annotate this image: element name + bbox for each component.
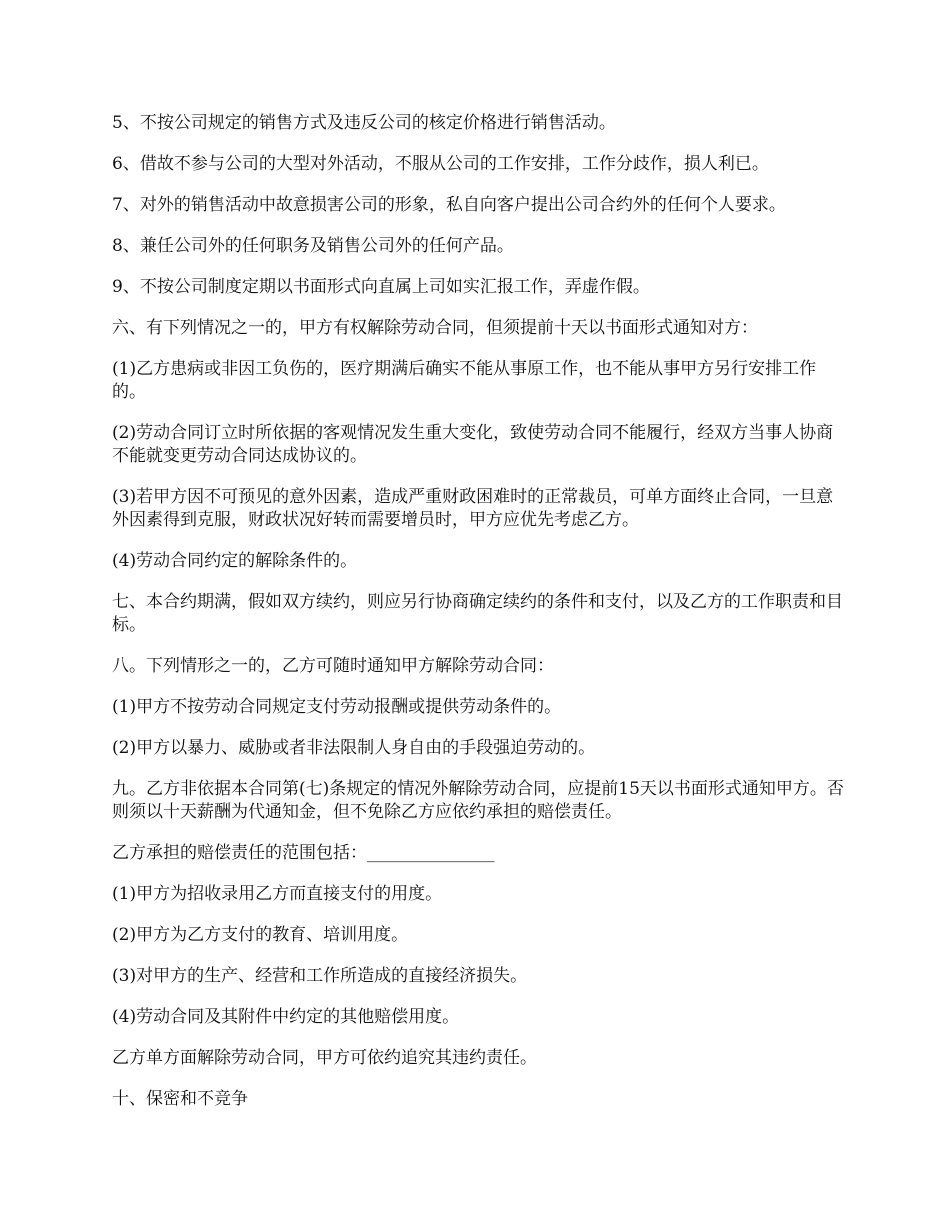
section-heading: 九。乙方非依据本合同第(七)条规定的情况外解除劳动合同，应提前15天以书面形式通知甲方。否则须以十天薪酬为代通知金，但不免除乙方应依约承担的赔偿责任。 <box>112 779 844 822</box>
section-heading: 七、本合约期满，假如双方续约，则应另行协商确定续约的条件和支付，以及乙方的工作职责和目标。 <box>112 592 843 635</box>
paragraph: (4)劳动合同约定的解除条件的。 <box>112 551 358 571</box>
paragraph: (1)甲方不按劳动合同规定支付劳动报酬或提供劳动条件的。 <box>112 697 562 717</box>
paragraph: (4)劳动合同及其附件中约定的其他赔偿用度。 <box>112 1007 460 1027</box>
paragraph: 乙方单方面解除劳动合同，甲方可依约追究其违约责任。 <box>112 1048 537 1068</box>
paragraph: (2)甲方以暴力、威胁或者非法限制人身自由的手段强迫劳动的。 <box>112 738 596 758</box>
paragraph: 6、借故不参与公司的大型对外活动，不服从公司的工作安排，工作分歧作，损人利已。 <box>112 154 769 174</box>
paragraph: (2)劳动合同订立时所依据的客观情况发生重大变化，致使劳动合同不能履行，经双方当事人协商不能就变更劳动合同达成协议的。 <box>112 423 834 466</box>
paragraph: (3)若甲方因不可预见的意外因素，造成严重财政困难时的正常裁员，可单方面终止合同，一旦意外因素得到克服，财政状况好转而需要增员时，甲方应优先考虑乙方。 <box>112 487 834 530</box>
section-heading: 十、保密和不竞争 <box>112 1089 248 1109</box>
paragraph: (1)甲方为招收录用乙方而直接支付的用度。 <box>112 884 443 904</box>
paragraph: 9、不按公司制度定期以书面形式向直属上司如实汇报工作，弄虚作假。 <box>112 277 650 297</box>
paragraph: (1)乙方患病或非因工负伤的，医疗期满后确实不能从事原工作，也不能从事甲方另行安排工作的。 <box>112 359 817 402</box>
section-heading: 六、有下列情况之一的，甲方有权解除劳动合同，但须提前十天以书面形式通知对方： <box>112 318 758 338</box>
paragraph: 5、不按公司规定的销售方式及违反公司的核定价格进行销售活动。 <box>112 113 616 133</box>
paragraph: 8、兼任公司外的任何职务及销售公司外的任何产品。 <box>112 236 514 256</box>
section-heading: 八。下列情形之一的，乙方可随时通知甲方解除劳动合同： <box>112 656 554 676</box>
paragraph: (3)对甲方的生产、经营和工作所造成的直接经济损失。 <box>112 966 528 986</box>
paragraph: 7、对外的销售活动中故意损害公司的形象，私自向客户提出公司合约外的任何个人要求。 <box>112 195 786 215</box>
paragraph: (2)甲方为乙方支付的教育、培训用度。 <box>112 925 409 945</box>
paragraph: 乙方承担的赔偿责任的范围包括：_______________ <box>112 843 495 863</box>
